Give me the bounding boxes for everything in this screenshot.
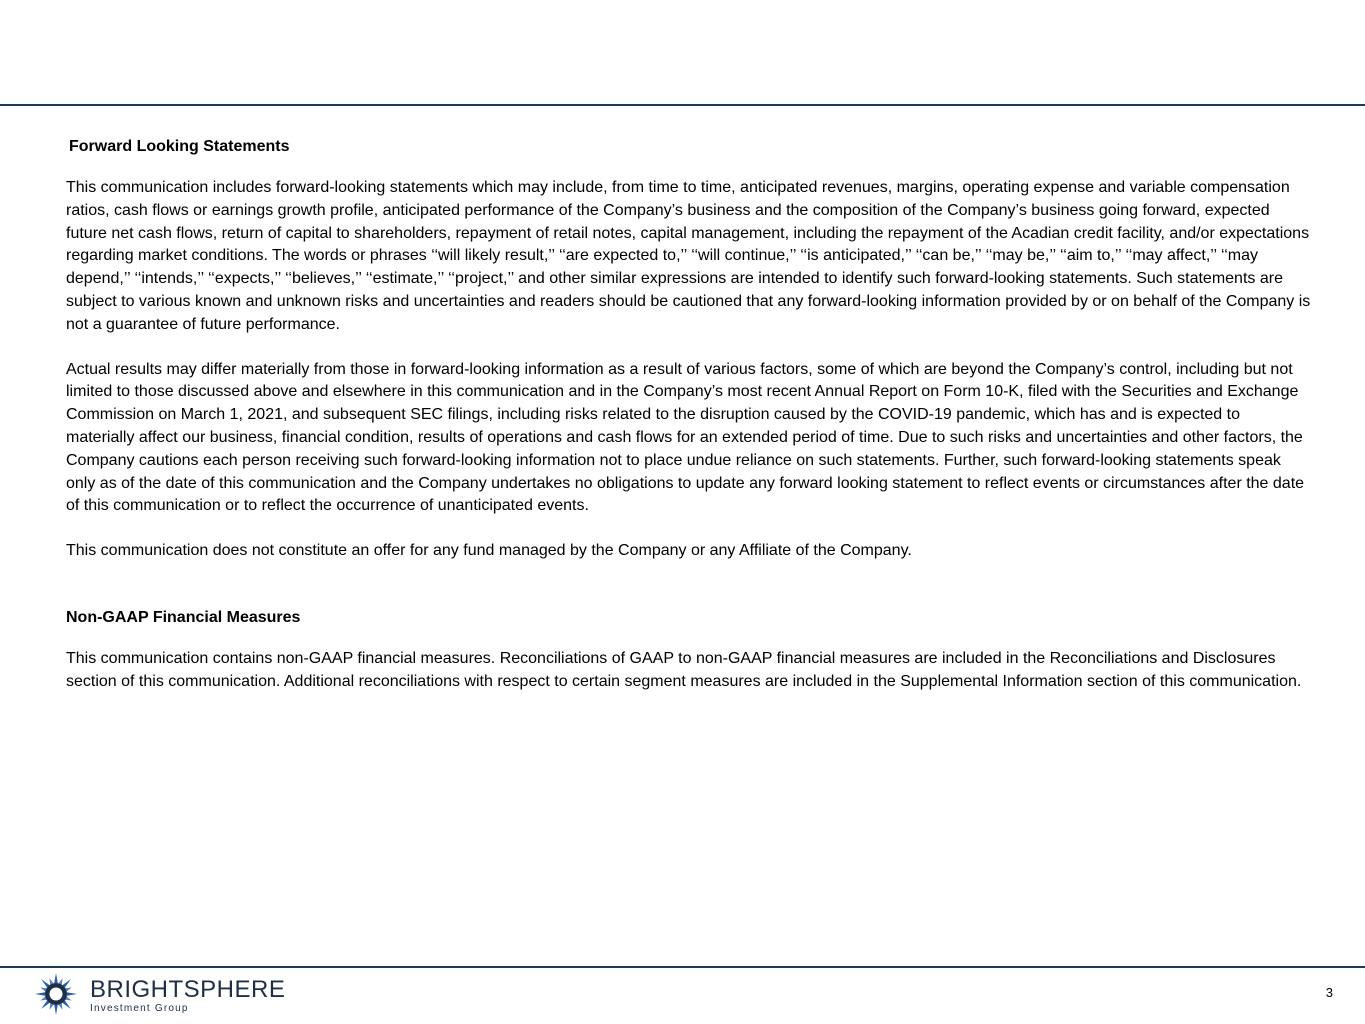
logo-subtitle: Investment Group (90, 1003, 189, 1014)
forward-looking-heading: Forward Looking Statements (69, 138, 290, 155)
sunburst-ray (35, 992, 45, 996)
forward-looking-paragraph-1: This communication includes forward-looking statements which may include, from time to time, anticipated revenues, margins, operating expense and variable compensation ratios, cash flows or earnings growth profile, anticipated performance of the Company’s business and the composition of the Company’s business going forward, expected future net cash flows, return of capital to shareholders, repayment of retail notes, capital management, including the repayment of the Acadian credit facility, and/or expectations regarding market conditions. The words or phrases ‘‘will likely result,’’ ‘‘are expected to,’’ ‘‘will continue,’’ ‘‘is anticipated,’’ ‘‘can be,’’ ‘‘may be,’’ ‘‘aim to,’’ ‘‘may affect,’’ ‘‘may depend,’’ ‘‘intends,’’ ‘‘expects,’’ ‘‘believes,’’ ‘‘estimate,’’ ‘‘project,’’ and other similar expressions are intended to identify such forward-looking statements. Such statements are subject to various known and unknown risks and uncertainties and readers should be cautioned that any forward-looking information provided by or on behalf of the Company is not a guarantee of future performance. (66, 179, 1311, 333)
offer-disclaimer-paragraph: This communication does not constitute an offer for any fund managed by the Company or any Affiliate of the Company. (66, 542, 912, 560)
non-gaap-heading: Non-GAAP Financial Measures (66, 608, 301, 626)
disclaimer-content (66, 136, 1311, 694)
sunburst-ray (54, 1005, 58, 1015)
brightsphere-logo (34, 970, 294, 1016)
sunburst-ray (54, 973, 58, 983)
footer-divider (0, 966, 1365, 968)
sunburst-logo-icon (34, 972, 78, 1016)
non-gaap-paragraph: This communication contains non-GAAP financial measures. Reconciliations of GAAP to non-GAAP financial measures are included in the Reconciliations and Disclosures section of this communication. Additional reconciliations with respect to certain segment measures are included in the Supplemental Information section of this communication. (66, 649, 1302, 690)
logo-wordmark: BRIGHTSPHERE (90, 976, 286, 1003)
header-divider (0, 104, 1365, 106)
page-number: 3 (1325, 985, 1333, 1000)
sunburst-ray (67, 992, 77, 996)
forward-looking-paragraph-2: Actual results may differ materially from those in forward-looking information as a result of various factors, some of which are beyond the Company’s control, including but not limited to those discussed above and elsewhere in this communication and in the Company’s most recent Annual Report on Form 10-K, filed with the Securities and Exchange Commission on March 1, 2021, and subsequent SEC filings, including risks related to the disruption caused by the COVID-19 pandemic, which has and is expected to materially affect our business, financial condition, results of operations and cash flows for an extended period of time. Due to such risks and uncertainties and other factors, the Company cautions each person receiving such forward-looking information not to place undue reliance on such statements. Further, such forward-looking statements speak only as of the date of this communication and the Company undertakes no obligations to update any forward looking statement to reflect events or circumstances after the date of this communication or to reflect the occurrence of unanticipated events. (66, 360, 1305, 515)
